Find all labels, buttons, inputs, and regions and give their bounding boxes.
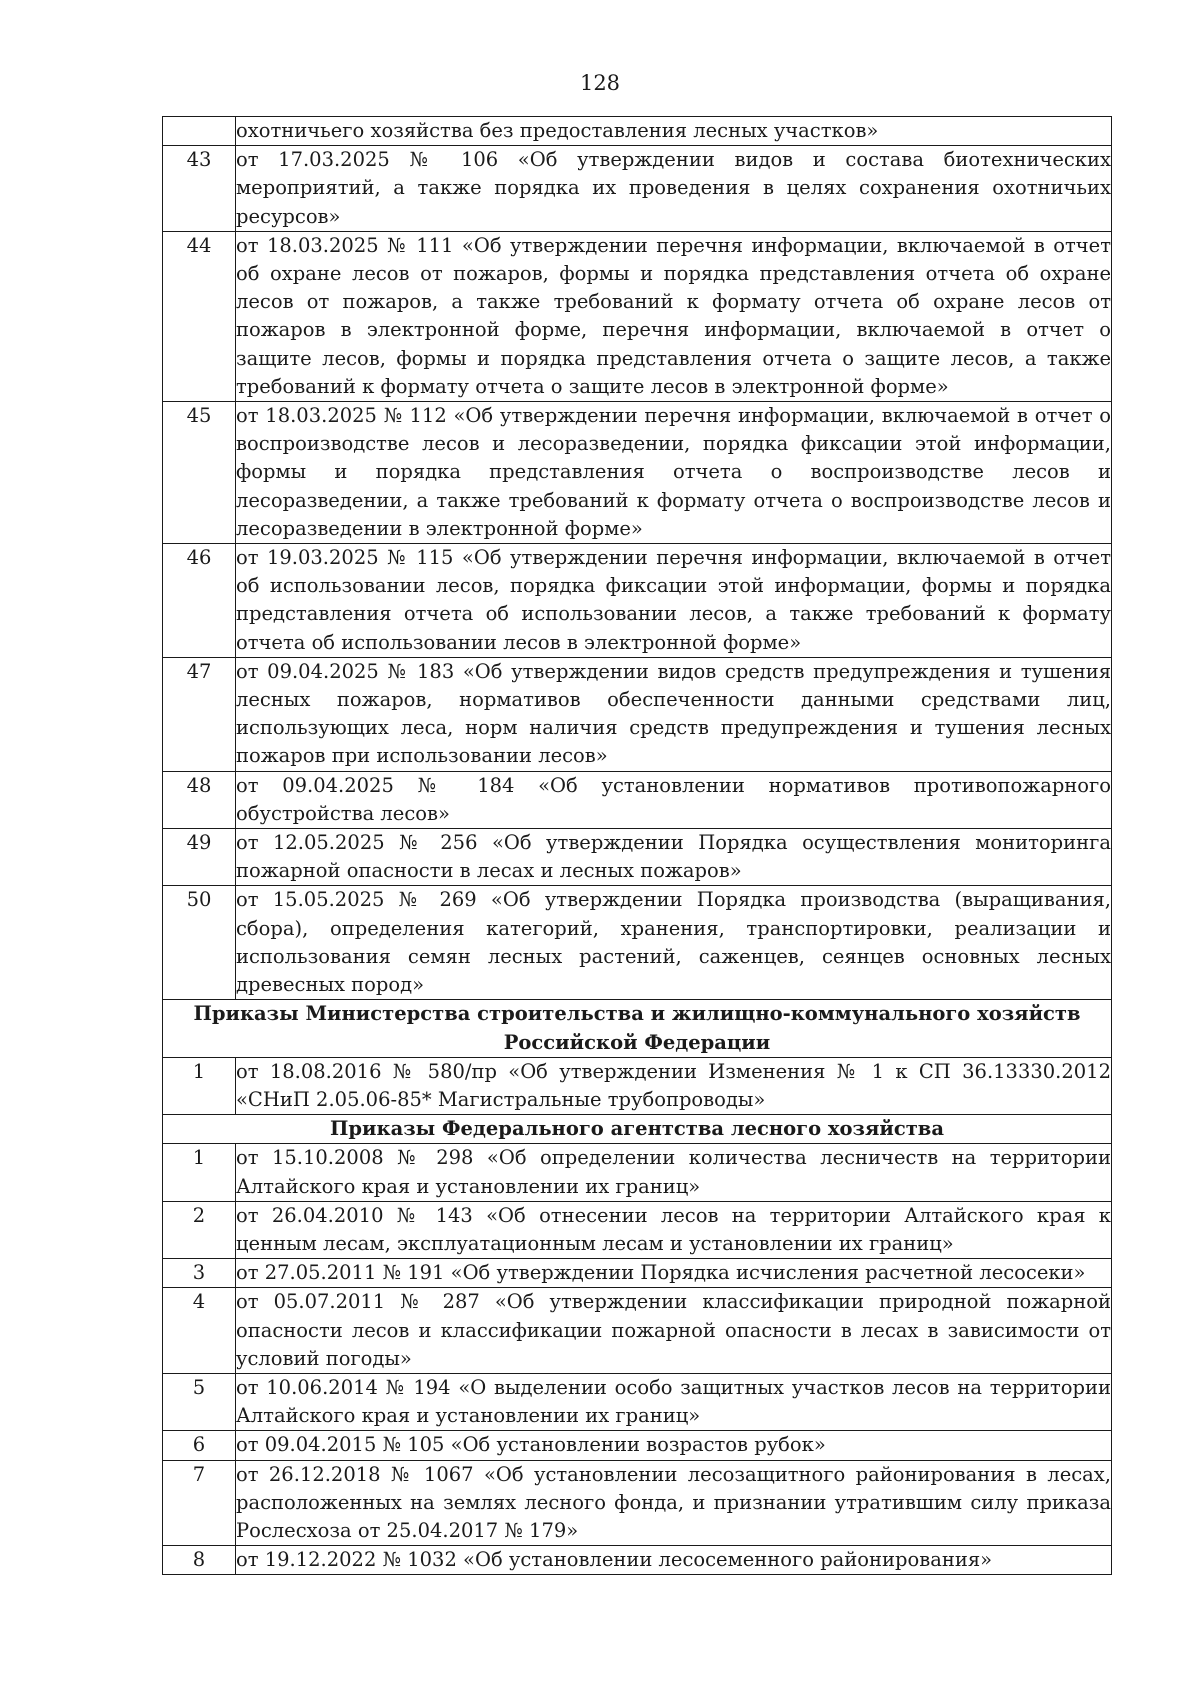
table-row — [163, 402, 1112, 544]
row-number: 1 — [163, 1144, 236, 1201]
row-number: 7 — [163, 1460, 236, 1546]
row-number: 6 — [163, 1431, 236, 1460]
row-text: от 19.03.2025 № 115 «Об утверждении перечня информации, включаемой в отчет об использовании лесов, порядка фиксации этой информации, формы и порядка представления отчета об использовании лесов, а также требований к формату отчета об использовании лесов в электронной форме» — [236, 544, 1112, 658]
row-number: 46 — [163, 544, 236, 658]
row-number: 43 — [163, 146, 236, 232]
regulations-table-body — [163, 117, 1112, 1575]
section-title: Приказы Министерства строительства и жилищно-коммунального хозяйств Российской Федерации — [163, 1000, 1112, 1057]
section-header-row — [163, 1000, 1112, 1057]
table-row — [163, 1201, 1112, 1258]
page-number: 128 — [579, 71, 621, 95]
row-number — [163, 117, 236, 146]
row-number: 5 — [163, 1373, 236, 1430]
row-text: от 27.05.2011 № 191 «Об утверждении Порядка исчисления расчетной лесосеки» — [236, 1259, 1112, 1288]
row-text: от 05.07.2011 № 287 «Об утверждении классификации природной пожарной опасности лесов и классификации пожарной опасности в лесах в зависимости от условий погоды» — [236, 1288, 1112, 1374]
table-row — [163, 1259, 1112, 1288]
row-text: от 15.10.2008 № 298 «Об определении количества лесничеств на территории Алтайского края и установлении их границ» — [236, 1144, 1112, 1201]
row-number: 2 — [163, 1201, 236, 1258]
regulations-table — [162, 116, 1112, 1575]
table-row — [163, 231, 1112, 401]
table-row — [163, 1288, 1112, 1374]
row-text: охотничьего хозяйства без предоставления лесных участков» — [236, 117, 1112, 146]
table-row — [163, 1373, 1112, 1430]
table-row — [163, 1431, 1112, 1460]
table-row — [163, 1460, 1112, 1546]
row-text: от 09.04.2025 № 184 «Об установлении нормативов противопожарного обустройства лесов» — [236, 771, 1112, 828]
table-row — [163, 657, 1112, 771]
table-row — [163, 829, 1112, 886]
row-text: от 26.04.2010 № 143 «Об отнесении лесов на территории Алтайского края к ценным лесам, эксплуатационным лесам и установлении их границ» — [236, 1201, 1112, 1258]
table-row — [163, 1144, 1112, 1201]
row-text: от 19.12.2022 № 1032 «Об установлении лесосеменного районирования» — [236, 1546, 1112, 1575]
table-row — [163, 886, 1112, 1000]
row-number: 8 — [163, 1546, 236, 1575]
table-row — [163, 117, 1112, 146]
row-number: 4 — [163, 1288, 236, 1374]
table-row — [163, 1057, 1112, 1114]
row-number: 44 — [163, 231, 236, 401]
row-number: 49 — [163, 829, 236, 886]
row-number: 47 — [163, 657, 236, 771]
row-text: от 26.12.2018 № 1067 «Об установлении лесозащитного районирования в лесах, расположенных на землях лесного фонда, и признании утратившим силу приказа Рослесхоза от 25.04.2017 № 179» — [236, 1460, 1112, 1546]
row-number: 1 — [163, 1057, 236, 1114]
row-text: от 10.06.2014 № 194 «О выделении особо защитных участков лесов на территории Алтайского края и установлении их границ» — [236, 1373, 1112, 1430]
row-number: 45 — [163, 402, 236, 544]
row-text: от 18.03.2025 № 111 «Об утверждении перечня информации, включаемой в отчет об охране лесов от пожаров, формы и порядка представления отчета об охране лесов от пожаров, а также требований к формату отчета об охране лесов от пожаров в электронной форме, перечня информации, включаемой в отчет о защите лесов, формы и порядка представления отчета о защите лесов, а также требований к формату отчета о защите лесов в электронной форме» — [236, 231, 1112, 401]
row-number: 3 — [163, 1259, 236, 1288]
table-row — [163, 1546, 1112, 1575]
section-title: Приказы Федерального агентства лесного хозяйства — [163, 1115, 1112, 1144]
row-number: 50 — [163, 886, 236, 1000]
row-text: от 17.03.2025 № 106 «Об утверждении видов и состава биотехнических мероприятий, а также порядка их проведения в целях сохранения охотничьих ресурсов» — [236, 146, 1112, 232]
section-header-row — [163, 1115, 1112, 1144]
row-text: от 12.05.2025 № 256 «Об утверждении Порядка осуществления мониторинга пожарной опасности в лесах и лесных пожаров» — [236, 829, 1112, 886]
row-text: от 09.04.2025 № 183 «Об утверждении видов средств предупреждения и тушения лесных пожаров, нормативов обеспеченности данными средствами лиц, использующих леса, норм наличия средств предупреждения и тушения лесных пожаров при использовании лесов» — [236, 657, 1112, 771]
row-number: 48 — [163, 771, 236, 828]
row-text: от 09.04.2015 № 105 «Об установлении возрастов рубок» — [236, 1431, 1112, 1460]
table-row — [163, 771, 1112, 828]
table-row — [163, 146, 1112, 232]
table-row — [163, 544, 1112, 658]
row-text: от 18.08.2016 № 580/пр «Об утверждении Изменения № 1 к СП 36.13330.2012 «СНиП 2.05.06-85* Магистральные трубопроводы» — [236, 1057, 1112, 1114]
row-text: от 15.05.2025 № 269 «Об утверждении Порядка производства (выращивания, сбора), определения категорий, хранения, транспортировки, реализации и использования семян лесных растений, саженцев, сеянцев основных лесных древесных пород» — [236, 886, 1112, 1000]
row-text: от 18.03.2025 № 112 «Об утверждении перечня информации, включаемой в отчет о воспроизводстве лесов и лесоразведении, порядка фиксации этой информации, формы и порядка представления отчета о воспроизводстве лесов и лесоразведении, а также требований к формату отчета о воспроизводстве лесов и лесоразведении в электронной форме» — [236, 402, 1112, 544]
